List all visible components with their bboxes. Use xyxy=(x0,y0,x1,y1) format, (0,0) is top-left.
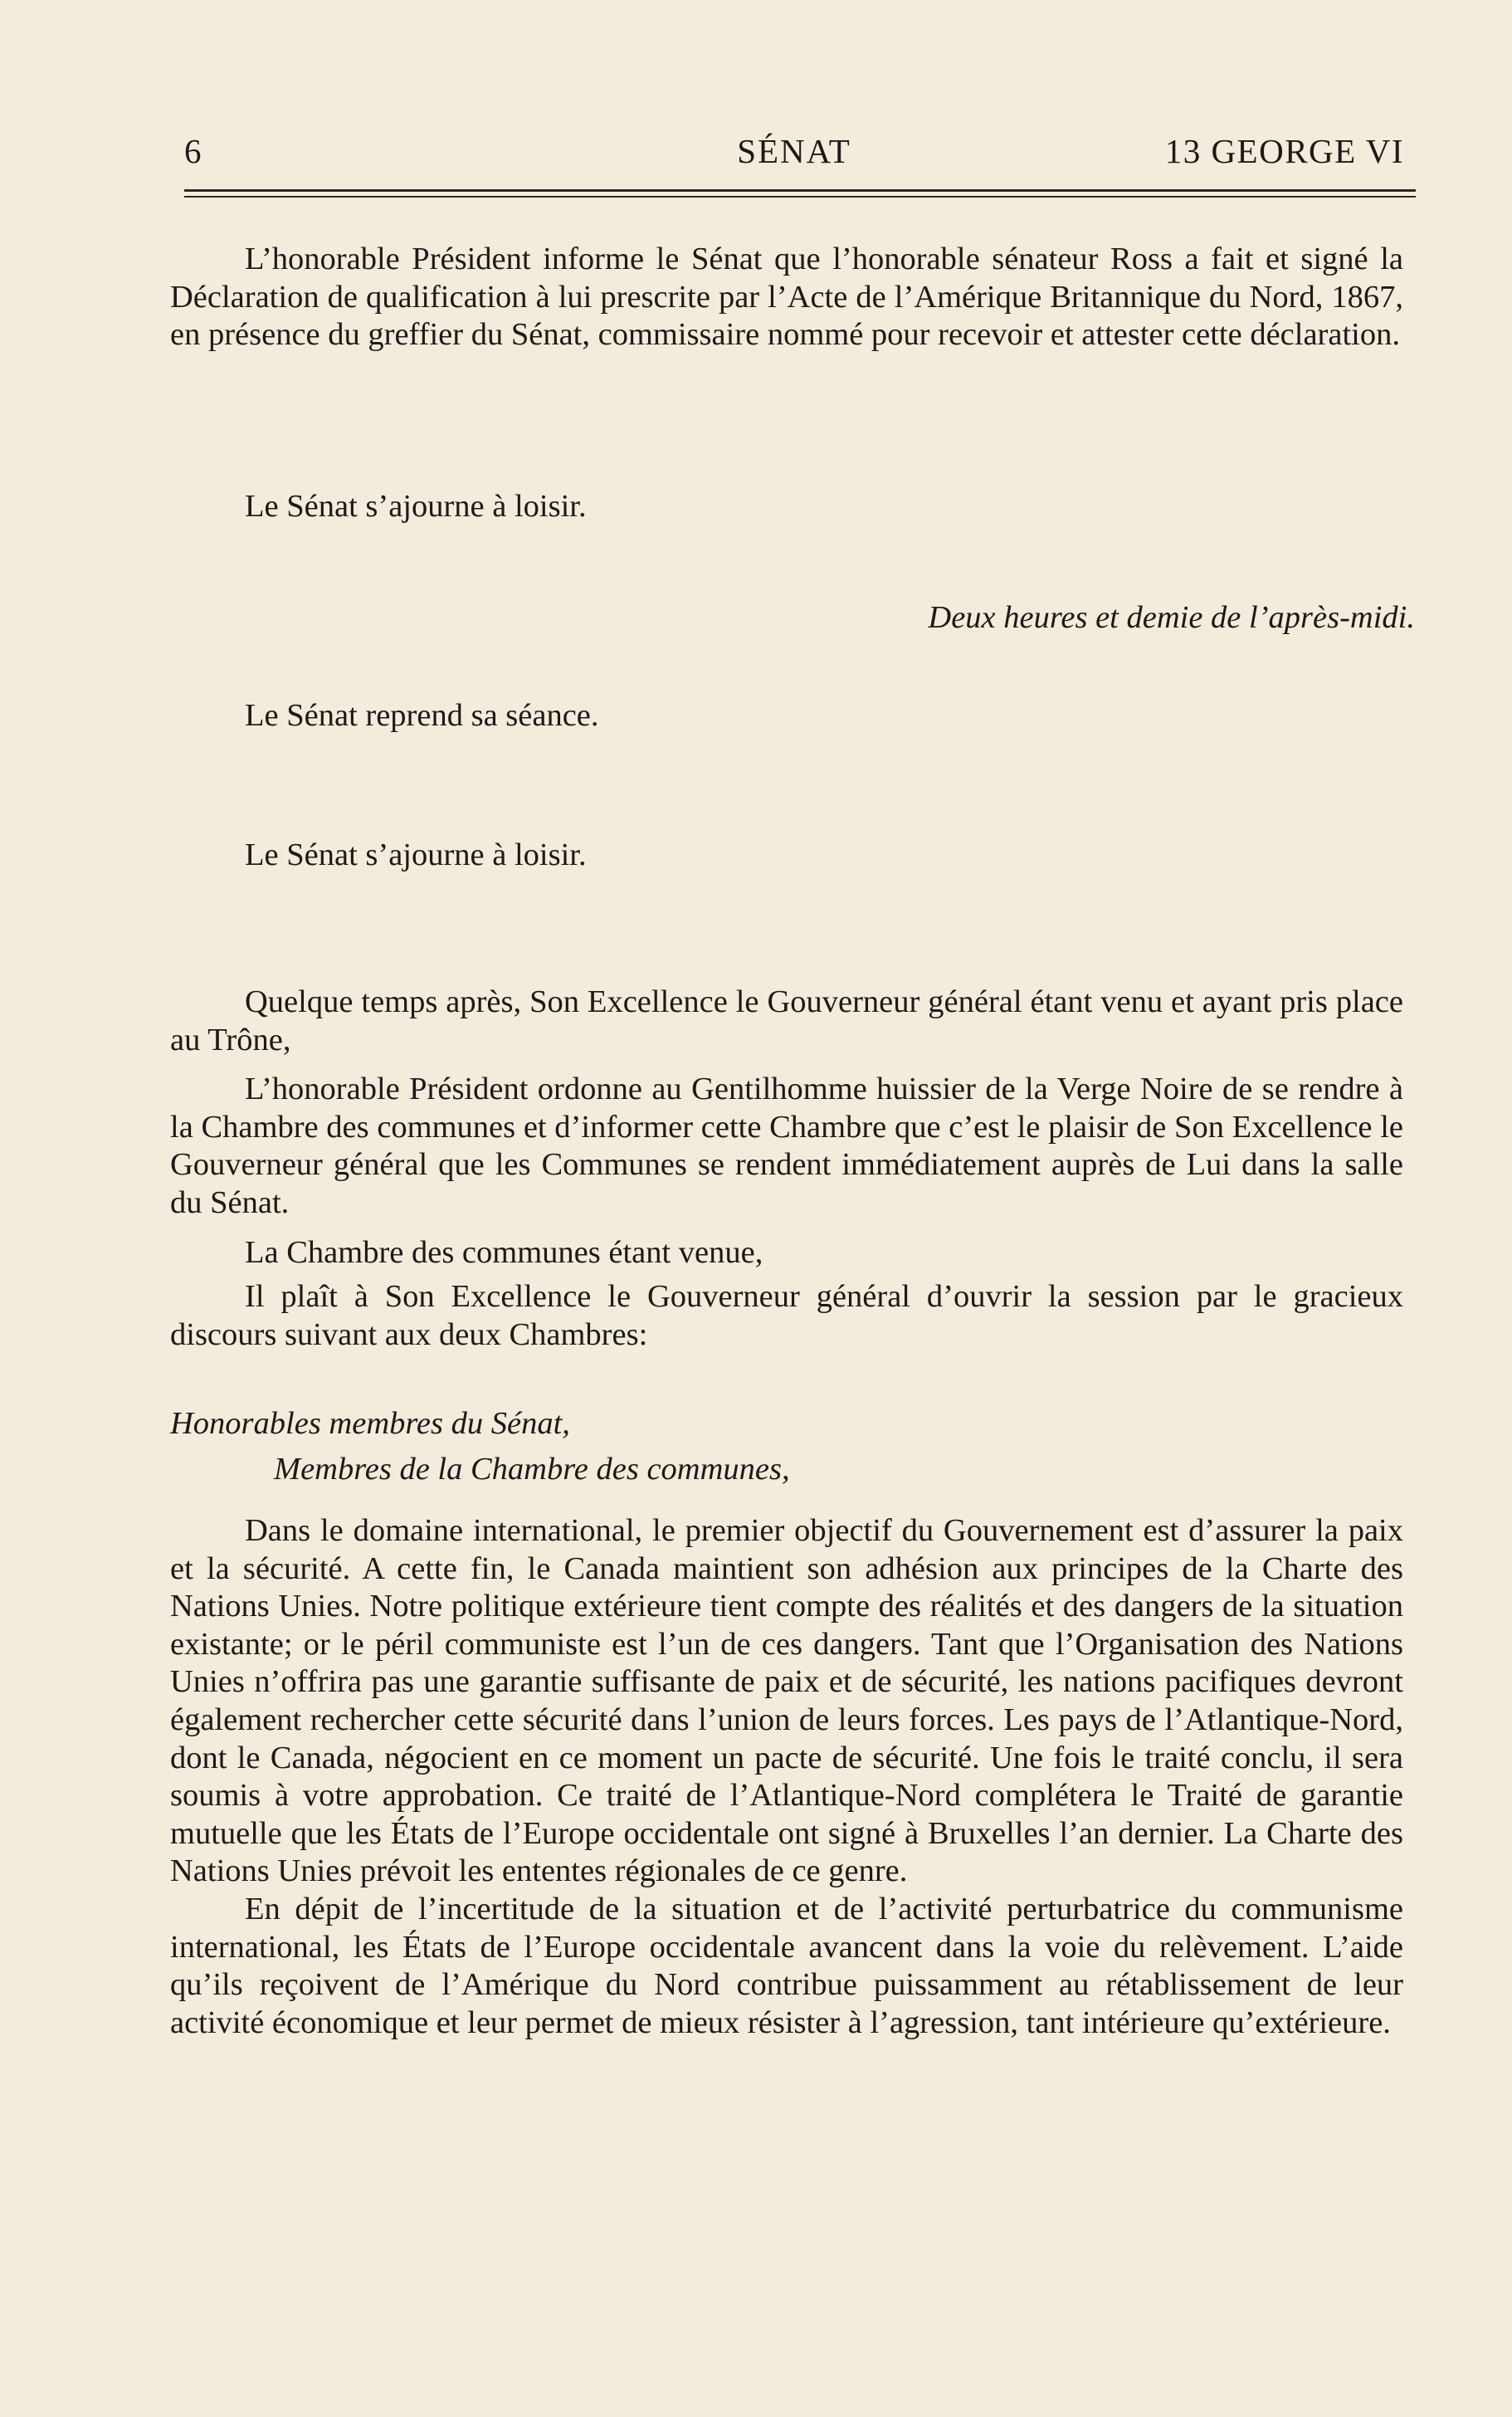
arrival-paragraph: La Chambre des communes étant venue, xyxy=(245,1234,763,1270)
adjournment-text-1: Le Sénat s’ajourne à loisir. xyxy=(245,489,587,524)
page-title: SÉNAT xyxy=(737,132,851,170)
qualification-text: L’honorable Président informe le Sénat que l’honorable sénateur Ross a fait et signé la Déclaration de qualification à lui prescrite par l’Acte de l’Amérique Britannique du Nord, 1867, en présence du greffier du Sénat, commissaire nommé pour recevoir et attester cette déclaration. xyxy=(170,242,1403,353)
salutation-commons-text: Membres de la Chambre des communes, xyxy=(274,1452,790,1487)
qualification-paragraph xyxy=(170,241,1403,354)
resume-line xyxy=(245,697,1324,735)
adjournment-line-1 xyxy=(245,488,1324,526)
speech-body xyxy=(170,1512,1403,2042)
usher-paragraph: L’honorable Président ordonne au Gentilhomme huissier de la Verge Noire de se rendre à la Chambre des communes et d’informer cette Chambre que c’est le plaisir de Son Excellence le Gouverneur général que les Communes se rendent immédiatement auprès de Lui dans la salle du Sénat. xyxy=(170,1072,1403,1220)
governor-paragraph: Quelque temps après, Son Excellence le Gouverneur général étant venu et ayant pris place au Trône, xyxy=(170,984,1403,1057)
speech-intro-paragraph: Il plaît à Son Excellence le Gouverneur général d’ouvrir la session par le gracieux discours suivant aux deux Chambres: xyxy=(170,1279,1403,1352)
session-label: 13 GEORGE VI xyxy=(1164,132,1404,170)
resume-text: Le Sénat reprend sa séance. xyxy=(245,698,599,733)
salutation-commons xyxy=(274,1451,1507,1489)
header-rule-top xyxy=(184,189,1416,192)
adjournment-line-2 xyxy=(245,837,1324,875)
proceedings-block xyxy=(170,984,1403,1354)
header-rule-bottom xyxy=(184,196,1416,198)
speech-paragraph-2: En dépit de l’incertitude de la situation et de l’activité perturbatrice du communisme international, les États de l’Europe occidentale avancent dans la voie du relèvement. L’aide qu’ils reçoivent de l’Amérique du Nord contribue puissamment au rétablissement de leur activité économique et leur permet de mieux résister à l’agression, tant intérieure qu’extérieure. xyxy=(170,1891,1403,2040)
running-header xyxy=(184,126,1404,176)
salutation-senate-text: Honorables membres du Sénat, xyxy=(170,1406,570,1441)
page-number: 6 xyxy=(184,132,202,170)
salutation-senate xyxy=(170,1405,1403,1443)
adjournment-text-2: Le Sénat s’ajourne à loisir. xyxy=(245,837,587,872)
time-line xyxy=(170,599,1415,637)
speech-paragraph-1: Dans le domaine international, le premier objectif du Gouvernement est d’assurer la paix et la sécurité. A cette fin, le Canada maintient son adhésion aux principes de la Charte des Nations Unies. Notre politique extérieure tient compte des réalités et des dangers de la situation existante; or le péril communiste est l’un de ces dangers. Tant que l’Organisation des Nations Unies n’offrira pas une garantie suffisante de paix et de sécurité, les nations pacifiques devront également rechercher cette sécurité dans l’union de leurs forces. Les pays de l’Atlantique-Nord, dont le Canada, négocient en ce moment un pacte de sécurité. Une fois le traité conclu, il sera soumis à votre approbation. Ce traité de l’Atlantique-Nord complétera le Traité de garantie mutuelle que les États de l’Europe occidentale ont signé à Bruxelles l’an dernier. La Charte des Nations Unies prévoit les ententes régionales de ce genre. xyxy=(170,1513,1403,1889)
time-text: Deux heures et demie de l’après-midi. xyxy=(928,600,1415,635)
